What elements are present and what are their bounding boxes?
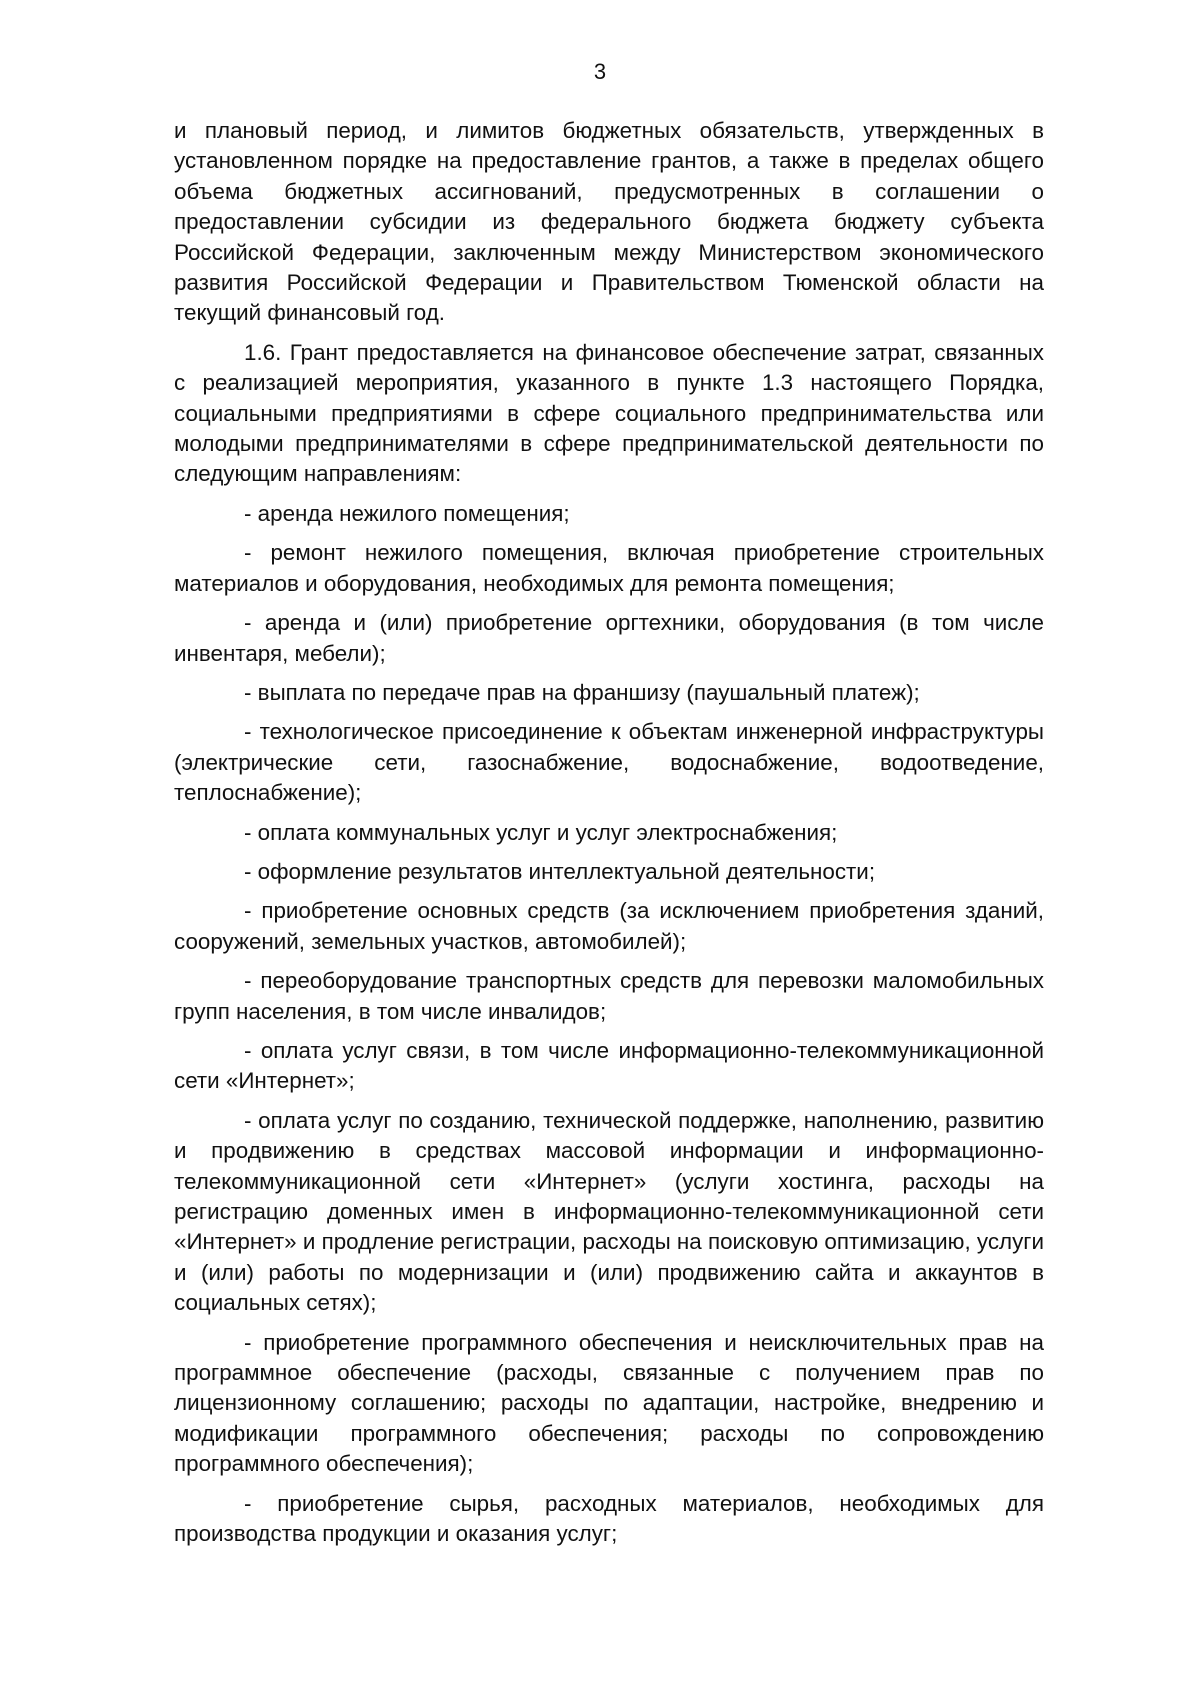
paragraph-continuation: и плановый период, и лимитов бюджетных обязательств, утвержденных в установленном порядке на предоставление грантов, а также в пределах общего объема бюджетных ассигнований, предусмотренных в соглашении о предоставлении субсидии из федерального бюджета бюджету субъекта Российской Федерации, заключенным между Министерством экономического развития Российской Федерации и Правительством Тюменской области на текущий финансовый год. — [174, 118, 1044, 326]
list-item: - оплата коммунальных услуг и услуг электроснабжения; — [244, 819, 838, 845]
page-number: 3 — [593, 59, 607, 84]
list-item: - ремонт нежилого помещения, включая приобретение строительных материалов и оборудования, необходимых для ремонта помещения; — [174, 540, 1044, 596]
list-item: - аренда нежилого помещения; — [244, 500, 570, 526]
list-item: - оформление результатов интеллектуальной деятельности; — [244, 858, 876, 884]
list-item: - приобретение программного обеспечения и неисключительных прав на программное обеспечение (расходы, связанные с получением прав по лицензионному соглашению; расходы по адаптации, настройке, внедрению и модификации программного обеспечения; расходы по сопровождению программного обеспечения); — [174, 1329, 1044, 1477]
list-item: - аренда и (или) приобретение оргтехники, оборудования (в том числе инвентаря, мебели); — [174, 610, 1044, 666]
document-body — [174, 116, 1044, 1558]
list-item: - приобретение основных средств (за исключением приобретения зданий, сооружений, земельных участков, автомобилей); — [174, 898, 1044, 954]
list-item: - технологическое присоединение к объектам инженерной инфраструктуры (электрические сети, газоснабжение, водоснабжение, водоотведение, теплоснабжение); — [174, 719, 1044, 806]
list-item: - переоборудование транспортных средств для перевозки маломобильных групп населения, в том числе инвалидов; — [174, 968, 1044, 1024]
paragraph-clause-1-6: 1.6. Грант предоставляется на финансовое обеспечение затрат, связанных с реализацией мероприятия, указанного в пункте 1.3 настоящего Порядка, социальными предприятиями в сфере социального предпринимательства или молодыми предпринимателями в сфере предпринимательской деятельности по следующим направлениям: — [174, 339, 1044, 487]
list-item: - выплата по передаче прав на франшизу (паушальный платеж); — [244, 679, 920, 705]
list-item: - оплата услуг по созданию, технической поддержке, наполнению, развитию и продвижению в средствах массовой информации и информационно-телекоммуникационной сети «Интернет» (услуги хостинга, расходы на регистрацию доменных имен в информационно-телекоммуникационной сети «Интернет» и продление регистрации, расходы на поисковую оптимизацию, услуги и (или) работы по модернизации и (или) продвижению сайта и аккаунтов в социальных сетях); — [174, 1107, 1044, 1316]
list-item: - приобретение сырья, расходных материалов, необходимых для производства продукции и оказания услуг; — [174, 1490, 1044, 1547]
list-item: - оплата услуг связи, в том числе информационно-телекоммуникационной сети «Интернет»; — [174, 1037, 1044, 1094]
